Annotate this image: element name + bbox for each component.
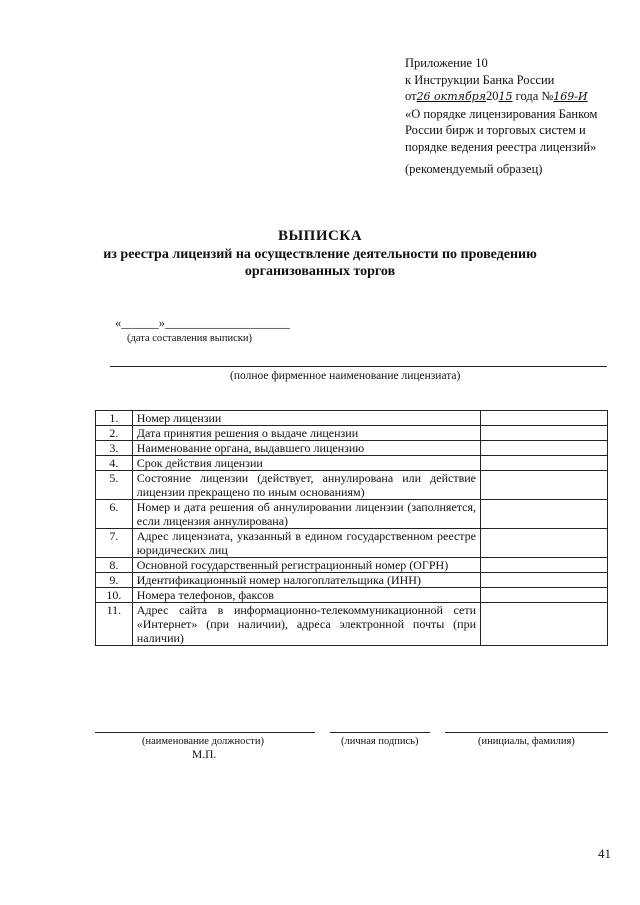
row-number: 4. — [96, 456, 133, 471]
row-label: Номера телефонов, факсов — [132, 588, 480, 603]
row-number: 5. — [96, 471, 133, 500]
row-label: Дата принятия решения о выдаче лицензии — [132, 426, 480, 441]
name-caption: (инициалы, фамилия) — [478, 736, 575, 747]
table-row — [96, 500, 608, 529]
row-label: Адрес лицензиата, указанный в едином государственном реестре юридических лиц — [132, 529, 480, 558]
row-number: 7. — [96, 529, 133, 558]
row-value-cell[interactable] — [481, 441, 608, 456]
row-label: Основной государственный регистрационный номер (ОГРН) — [132, 558, 480, 573]
row-label: Номер лицензии — [132, 411, 480, 426]
instruction-title-1: «О порядке лицензирования Банком — [405, 106, 598, 121]
licensee-name-caption: (полное фирменное наименование лицензиата) — [230, 370, 461, 382]
row-number: 1. — [96, 411, 133, 426]
row-value-cell[interactable] — [481, 411, 608, 426]
handwritten-number: 169-И — [553, 90, 588, 103]
table-row — [96, 426, 608, 441]
instruction-date-line: от26 октября2015 года №169-И — [405, 89, 588, 103]
row-value-cell[interactable] — [481, 426, 608, 441]
row-label: Срок действия лицензии — [132, 456, 480, 471]
compilation-date-caption: (дата составления выписки) — [127, 333, 252, 344]
table-row — [96, 603, 608, 646]
compilation-date-field[interactable]: «______»____________________ — [115, 316, 290, 330]
position-field[interactable] — [95, 732, 315, 733]
row-value-cell[interactable] — [481, 588, 608, 603]
row-label: Адрес сайта в информационно-телекоммуникационной сети «Интернет» (при наличии), адреса электронной почты (при наличии) — [132, 603, 480, 646]
appendix-header — [405, 55, 630, 155]
row-value-cell[interactable] — [481, 456, 608, 471]
page-number: 41 — [598, 846, 611, 861]
instruction-reference: к Инструкции Банка России — [405, 72, 555, 87]
name-field[interactable] — [445, 732, 608, 733]
row-label: Наименование органа, выдавшего лицензию — [132, 441, 480, 456]
handwritten-date: 26 октября — [416, 90, 486, 103]
handwritten-year: 15 — [498, 90, 513, 103]
table-row — [96, 456, 608, 471]
instruction-title-2: России бирж и торговых систем и — [405, 123, 586, 137]
document-title: ВЫПИСКА — [277, 228, 363, 244]
table-row — [96, 573, 608, 588]
signature-field[interactable] — [330, 732, 430, 733]
row-value-cell[interactable] — [481, 529, 608, 558]
row-number: 3. — [96, 441, 133, 456]
row-value-cell[interactable] — [481, 603, 608, 646]
position-caption: (наименование должности) — [142, 736, 265, 747]
row-value-cell[interactable] — [481, 573, 608, 588]
recommended-sample-note: (рекомендуемый образец) — [405, 162, 543, 176]
row-number: 9. — [96, 573, 133, 588]
stamp-place-label: М.П. — [192, 749, 217, 761]
signature-caption: (личная подпись) — [341, 736, 419, 747]
table-row — [96, 558, 608, 573]
document-subtitle-1: из реестра лицензий на осуществление деятельности по проведению — [103, 247, 537, 262]
licensee-name-field[interactable] — [110, 366, 607, 367]
license-register-table — [95, 410, 608, 646]
appendix-number: Приложение 10 — [405, 56, 488, 70]
row-value-cell[interactable] — [481, 471, 608, 500]
table-row — [96, 529, 608, 558]
row-value-cell[interactable] — [481, 558, 608, 573]
table-row — [96, 411, 608, 426]
table-row — [96, 471, 608, 500]
row-value-cell[interactable] — [481, 500, 608, 529]
instruction-title-3: порядке ведения реестра лицензий» — [405, 139, 597, 154]
row-number: 2. — [96, 426, 133, 441]
document-subtitle-2: организованных торгов — [244, 264, 396, 279]
row-number: 10. — [96, 588, 133, 603]
row-label: Номер и дата решения об аннулировании лицензии (заполняется, если лицензия аннулирована) — [132, 500, 480, 529]
table-row — [96, 588, 608, 603]
table-row — [96, 441, 608, 456]
row-label: Идентификационный номер налогоплательщика (ИНН) — [132, 573, 480, 588]
row-number: 11. — [96, 603, 133, 646]
row-number: 8. — [96, 558, 133, 573]
row-number: 6. — [96, 500, 133, 529]
row-label: Состояние лицензии (действует, аннулирована или действие лицензии прекращено по иным основаниям) — [132, 471, 480, 500]
